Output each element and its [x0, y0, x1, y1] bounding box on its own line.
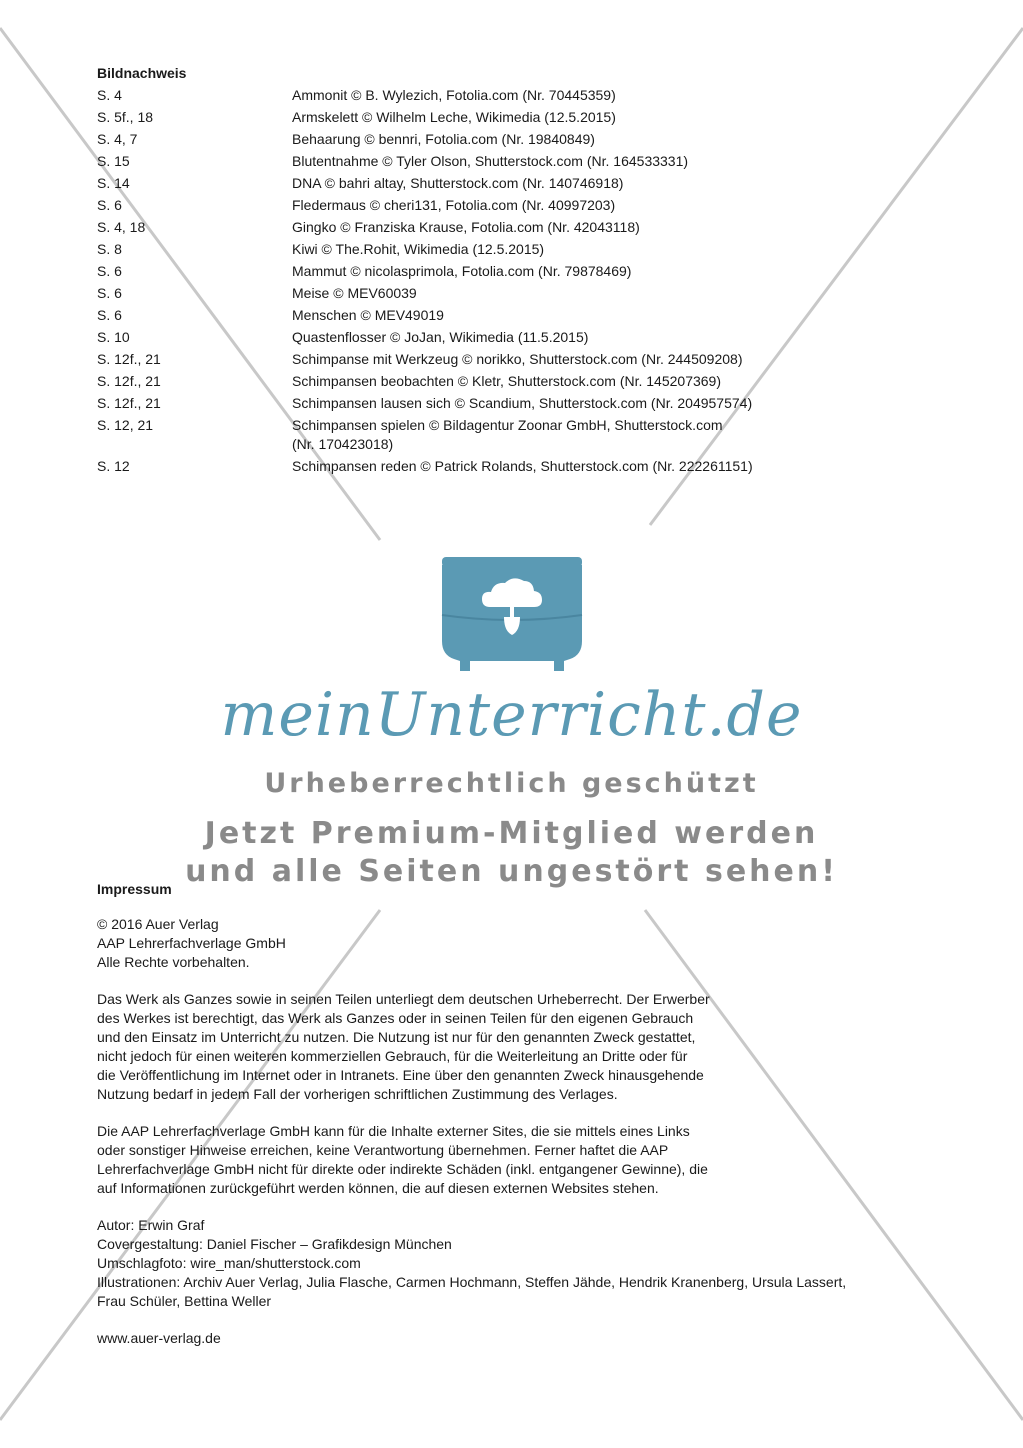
credit-text-main: Gingko © Franziska Krause, Fotolia.com (Nr. 42043118): [292, 219, 640, 235]
credit-page: S. 14: [97, 175, 130, 191]
credit-page: S. 4: [97, 87, 122, 103]
credit-row: [97, 455, 897, 477]
credit-row: [97, 84, 897, 106]
credit-page: S. 6: [97, 263, 122, 279]
credit-text: [292, 348, 897, 370]
text-line: auf Informationen zurückgeführt werden können, die auf diesen externen Websites stehen.: [97, 1180, 659, 1196]
text-line: des Werkes ist berechtigt, das Werk als Ganzes oder in seinen Teilen für den eigenen Gebrauch: [97, 1010, 694, 1026]
creators-block: [97, 1216, 927, 1311]
credit-text: [292, 216, 897, 238]
imprint: [97, 880, 927, 1366]
text-line: Autor: Erwin Graf: [97, 1217, 205, 1233]
credit-page: S. 12: [97, 458, 130, 474]
credit-page: S. 6: [97, 285, 122, 301]
credit-row: [97, 172, 897, 194]
premium-watermark-line1: Jetzt Premium-Mitglied werden: [204, 816, 819, 851]
text-line: Illustrationen: Archiv Auer Verlag, Julia Flasche, Carmen Hochmann, Steffen Jähde, Hendrik Kranenberg, Ursula Lassert,: [97, 1274, 847, 1290]
text-line: AAP Lehrerfachverlage GmbH: [97, 935, 286, 951]
credit-text-main: Menschen © MEV49019: [292, 307, 444, 323]
credit-text-main: Schimpanse mit Werkzeug © norikko, Shutterstock.com (Nr. 244509208): [292, 351, 743, 367]
credit-row: [97, 414, 897, 455]
text-line: nicht jedoch für einen weiteren kommerziellen Gebrauch, für die Weiterleitung an Dritte oder für: [97, 1048, 688, 1064]
credit-text-main: Schimpansen lausen sich © Scandium, Shutterstock.com (Nr. 204957574): [292, 395, 753, 411]
credit-row: [97, 150, 897, 172]
credit-text-main: DNA © bahri altay, Shutterstock.com (Nr. 140746918): [292, 175, 624, 191]
credit-page: S. 6: [97, 307, 122, 323]
credit-text-main: Mammut © nicolasprimola, Fotolia.com (Nr. 79878469): [292, 263, 632, 279]
credit-text-main: Quastenflosser © JoJan, Wikimedia (11.5.2015): [292, 329, 589, 345]
credit-text-main: Blutentnahme © Tyler Olson, Shutterstock.com (Nr. 164533331): [292, 153, 689, 169]
credit-row: [97, 128, 897, 150]
text-line: oder sonstiger Hinweise erreichen, keine Verantwortung übernehmen. Ferner haftet die AAP: [97, 1142, 669, 1158]
credit-text: [292, 106, 897, 128]
liability-paragraph: [97, 1122, 927, 1198]
credit-row: [97, 326, 897, 348]
credit-text: [292, 414, 897, 455]
credit-row: [97, 370, 897, 392]
credit-page: S. 12f., 21: [97, 373, 161, 389]
credit-text: [292, 150, 897, 172]
credit-page: S. 15: [97, 153, 130, 169]
text-line: Alle Rechte vorbehalten.: [97, 954, 250, 970]
credit-text-main: Armskelett © Wilhelm Leche, Wikimedia (12.5.2015): [292, 109, 616, 125]
credit-page: S. 5f., 18: [97, 109, 154, 125]
text-line: Das Werk als Ganzes sowie in seinen Teilen unterliegt dem deutschen Urheberrecht. Der Erwerber: [97, 991, 710, 1007]
text-line: Die AAP Lehrerfachverlage GmbH kann für die Inhalte externer Sites, die sie mittels eines Links: [97, 1123, 690, 1139]
credit-row: [97, 260, 897, 282]
credit-row: [97, 348, 897, 370]
text-line: Nutzung bedarf in jedem Fall der vorherigen schriftlichen Zustimmung des Verlages.: [97, 1086, 618, 1102]
credit-text-main: Meise © MEV60039: [292, 285, 417, 301]
credit-text-main: Schimpansen beobachten © Kletr, Shutterstock.com (Nr. 145207369): [292, 373, 722, 389]
credit-list: [97, 84, 897, 477]
credit-text: [292, 172, 897, 194]
credit-text-main: Ammonit © B. Wylezich, Fotolia.com (Nr. 70445359): [292, 87, 616, 103]
credit-page: S. 10: [97, 329, 130, 345]
credit-page: S. 8: [97, 241, 122, 257]
publisher-block: [97, 915, 927, 972]
brand-logo-text: meinUnterricht.de: [220, 680, 803, 750]
credit-row: [97, 194, 897, 216]
credit-text: [292, 455, 897, 477]
text-line: Umschlagfoto: wire_man/shutterstock.com: [97, 1255, 361, 1271]
premium-watermark-line2: und alle Seiten ungestört sehen!: [185, 854, 838, 889]
credit-text: [292, 392, 897, 414]
credit-text: [292, 282, 897, 304]
text-line: Frau Schüler, Bettina Weller: [97, 1293, 272, 1309]
credit-text-continuation: (Nr. 170423018): [292, 436, 394, 452]
text-line: Lehrerfachverlage GmbH nicht für direkte oder indirekte Schäden (inkl. entgangener Gewinne), die: [97, 1161, 708, 1177]
credit-page: S. 12f., 21: [97, 395, 161, 411]
image-credits: [97, 65, 897, 477]
credit-text-main: Behaarung © bennri, Fotolia.com (Nr. 19840849): [292, 131, 595, 147]
credit-text-main: Kiwi © The.Rohit, Wikimedia (12.5.2015): [292, 241, 545, 257]
imprint-heading: Impressum: [97, 881, 172, 897]
text-line: Covergestaltung: Daniel Fischer – Grafikdesign München: [97, 1236, 452, 1252]
credit-row: [97, 106, 897, 128]
credit-text: [292, 128, 897, 150]
credit-page: S. 12f., 21: [97, 351, 161, 367]
credit-page: S. 4, 7: [97, 131, 138, 147]
credit-text: [292, 238, 897, 260]
briefcase-cloud-icon: [436, 555, 588, 673]
credit-text: [292, 84, 897, 106]
credit-text: [292, 304, 897, 326]
credit-text: [292, 326, 897, 348]
copyright-watermark: Urheberrechtlich geschützt: [264, 768, 759, 799]
credit-page: S. 6: [97, 197, 122, 213]
credit-text: [292, 260, 897, 282]
text-line: © 2016 Auer Verlag: [97, 916, 219, 932]
credit-text-main: Fledermaus © cheri131, Fotolia.com (Nr. 40997203): [292, 197, 616, 213]
credit-text: [292, 194, 897, 216]
credit-text-main: Schimpansen reden © Patrick Rolands, Shutterstock.com (Nr. 222261151): [292, 458, 753, 474]
credit-page: S. 12, 21: [97, 417, 154, 433]
credit-row: [97, 282, 897, 304]
credit-page: S. 4, 18: [97, 219, 146, 235]
website-link[interactable]: www.auer-verlag.de: [97, 1330, 221, 1346]
credit-row: [97, 238, 897, 260]
credit-row: [97, 392, 897, 414]
text-line: die Veröffentlichung im Internet oder in Intranets. Eine über den genannten Zweck hinausgehende: [97, 1067, 704, 1083]
copyright-paragraph: [97, 990, 927, 1104]
credit-text: [292, 370, 897, 392]
credit-text-main: Schimpansen spielen © Bildagentur Zoonar GmbH, Shutterstock.com: [292, 417, 723, 433]
text-line: und den Einsatz im Unterricht zu nutzen. Die Nutzung ist nur für den genannten Zweck gestattet,: [97, 1029, 696, 1045]
credits-heading: Bildnachweis: [97, 65, 187, 81]
credit-row: [97, 304, 897, 326]
credit-row: [97, 216, 897, 238]
